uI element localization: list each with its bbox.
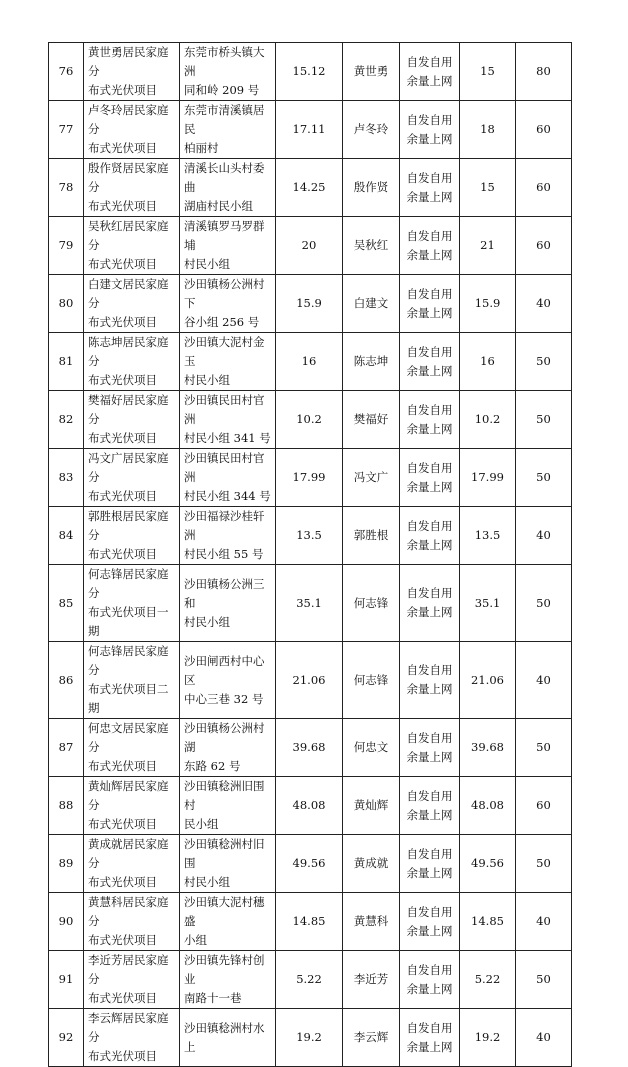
owner-name: 何志锋 <box>343 565 400 642</box>
grid-capacity: 18 <box>460 101 516 159</box>
table-row <box>49 333 572 391</box>
project-address-line: 东路 62 号 <box>184 759 241 773</box>
installed-capacity: 48.08 <box>276 777 343 835</box>
project-name <box>84 1009 180 1067</box>
grid-capacity: 48.08 <box>460 777 516 835</box>
grid-mode <box>400 43 460 101</box>
grid-capacity: 15 <box>460 43 516 101</box>
project-address-line: 清溪长山头村委曲 <box>184 161 265 194</box>
grid-capacity: 16 <box>460 333 516 391</box>
project-name-line: 李云辉居民家庭分 <box>88 1011 169 1044</box>
grid-mode-line: 自发自用 <box>406 663 453 677</box>
project-address <box>180 159 276 217</box>
project-name-line: 李近芳居民家庭分 <box>88 953 169 986</box>
grid-mode <box>400 391 460 449</box>
row-number: 91 <box>49 951 84 1009</box>
project-name-line: 樊福好居民家庭分 <box>88 393 169 426</box>
years-value: 40 <box>516 275 572 333</box>
project-name-line: 郭胜根居民家庭分 <box>88 509 169 542</box>
owner-name: 黄慧科 <box>343 893 400 951</box>
years-value: 50 <box>516 391 572 449</box>
grid-mode-line: 自发自用 <box>406 846 453 861</box>
row-number: 76 <box>49 43 84 101</box>
project-address-line: 中心三巷 32 号 <box>184 691 264 706</box>
project-name-line: 布式光伏项目 <box>88 257 157 271</box>
project-address-line: 民小组 <box>184 817 219 831</box>
grid-capacity: 5.22 <box>460 951 516 1009</box>
row-number: 80 <box>49 275 84 333</box>
owner-name: 李云辉 <box>343 1009 400 1067</box>
grid-mode-line: 自发自用 <box>406 54 453 69</box>
grid-mode-line: 自发自用 <box>406 228 453 243</box>
project-address-line: 沙田闸西村中心区 <box>184 653 265 687</box>
project-name-line: 白建文居民家庭分 <box>88 277 169 310</box>
row-number: 85 <box>49 565 84 642</box>
project-address-line: 沙田镇民田村官洲 <box>184 451 265 484</box>
installed-capacity: 35.1 <box>276 565 343 642</box>
grid-mode-line: 自发自用 <box>406 518 453 533</box>
owner-name: 黄成就 <box>343 835 400 893</box>
project-address <box>180 333 276 391</box>
table-row <box>49 101 572 159</box>
grid-mode <box>400 893 460 951</box>
project-address-line: 谷小组 256 号 <box>184 315 260 329</box>
project-address-line: 沙田镇杨公洲村下 <box>184 277 265 310</box>
project-name-line: 布式光伏项目一期 <box>88 605 169 638</box>
table-row <box>49 1009 572 1067</box>
project-name-line: 布式光伏项目 <box>88 141 157 155</box>
years-value: 50 <box>516 565 572 642</box>
project-table <box>48 42 572 1067</box>
project-name <box>84 893 180 951</box>
row-number: 84 <box>49 507 84 565</box>
project-address-line: 清溪镇罗马罗群埔 <box>184 219 265 252</box>
grid-mode-line: 余量上网 <box>406 537 453 552</box>
project-address-line: 沙田镇先锋村创业 <box>184 953 265 986</box>
years-value: 60 <box>516 101 572 159</box>
row-number: 81 <box>49 333 84 391</box>
grid-capacity: 14.85 <box>460 893 516 951</box>
table-row <box>49 507 572 565</box>
project-name-line: 何志锋居民家庭分 <box>88 644 169 677</box>
project-address-line: 小组 <box>184 933 207 947</box>
project-address-line: 沙田镇民田村官洲 <box>184 393 265 426</box>
grid-mode-line: 余量上网 <box>406 421 453 436</box>
owner-name: 何忠文 <box>343 719 400 777</box>
project-name-line: 布式光伏项目 <box>88 547 157 561</box>
years-value: 50 <box>516 333 572 391</box>
project-name-line: 布式光伏项目 <box>88 431 157 445</box>
installed-capacity: 14.25 <box>276 159 343 217</box>
grid-mode <box>400 507 460 565</box>
grid-mode <box>400 777 460 835</box>
project-address-line: 村民小组 <box>184 373 230 387</box>
project-address <box>180 777 276 835</box>
installed-capacity: 10.2 <box>276 391 343 449</box>
grid-mode <box>400 217 460 275</box>
project-address-line: 沙田镇杨公洲三和 <box>184 576 265 610</box>
row-number: 89 <box>49 835 84 893</box>
project-name <box>84 101 180 159</box>
row-number: 82 <box>49 391 84 449</box>
installed-capacity: 15.12 <box>276 43 343 101</box>
table-row <box>49 719 572 777</box>
project-name-line: 布式光伏项目 <box>88 875 157 889</box>
grid-mode-line: 余量上网 <box>406 247 453 262</box>
grid-capacity: 21.06 <box>460 642 516 719</box>
project-address <box>180 507 276 565</box>
owner-name: 殷作贤 <box>343 159 400 217</box>
owner-name: 吴秋红 <box>343 217 400 275</box>
grid-mode-line: 自发自用 <box>406 586 453 600</box>
project-name-line: 布式光伏项目 <box>88 83 157 97</box>
grid-mode-line: 余量上网 <box>406 923 453 938</box>
grid-mode-line: 自发自用 <box>406 170 453 185</box>
grid-mode-line: 自发自用 <box>406 904 453 919</box>
row-number: 86 <box>49 642 84 719</box>
years-value: 80 <box>516 43 572 101</box>
project-address-line: 村民小组 <box>184 257 230 271</box>
project-address-line: 沙田镇大泥村穗盛 <box>184 895 265 928</box>
installed-capacity: 16 <box>276 333 343 391</box>
installed-capacity: 39.68 <box>276 719 343 777</box>
grid-mode-line: 自发自用 <box>406 344 453 359</box>
project-name <box>84 507 180 565</box>
grid-mode <box>400 449 460 507</box>
project-address-line: 南路十一巷 <box>184 991 242 1005</box>
project-name-line: 布式光伏项目 <box>88 991 157 1005</box>
years-value: 50 <box>516 951 572 1009</box>
installed-capacity: 21.06 <box>276 642 343 719</box>
installed-capacity: 49.56 <box>276 835 343 893</box>
grid-capacity: 10.2 <box>460 391 516 449</box>
owner-name: 黄世勇 <box>343 43 400 101</box>
grid-mode-line: 自发自用 <box>406 788 453 803</box>
project-name-line: 布式光伏项目 <box>88 199 157 213</box>
project-name <box>84 159 180 217</box>
project-address-line: 同和岭 209 号 <box>184 83 260 97</box>
owner-name: 樊福好 <box>343 391 400 449</box>
grid-mode <box>400 951 460 1009</box>
project-address-line: 沙田镇稔洲村水上 <box>184 1020 265 1054</box>
table-row <box>49 642 572 719</box>
grid-mode-line: 自发自用 <box>406 1020 453 1035</box>
project-name <box>84 217 180 275</box>
owner-name: 黄灿辉 <box>343 777 400 835</box>
project-address-line: 沙田福禄沙桂轩洲 <box>184 509 265 542</box>
table-row <box>49 835 572 893</box>
grid-capacity: 15 <box>460 159 516 217</box>
grid-mode-line: 自发自用 <box>406 962 453 977</box>
grid-mode-line: 余量上网 <box>406 865 453 880</box>
owner-name: 冯文广 <box>343 449 400 507</box>
years-value: 60 <box>516 217 572 275</box>
grid-mode-line: 自发自用 <box>406 402 453 417</box>
project-address <box>180 43 276 101</box>
owner-name: 郭胜根 <box>343 507 400 565</box>
project-name-line: 布式光伏项目二期 <box>88 682 169 715</box>
grid-capacity: 13.5 <box>460 507 516 565</box>
project-address <box>180 217 276 275</box>
project-address-line: 沙田镇杨公洲村湖 <box>184 721 265 754</box>
project-name-line: 布式光伏项目 <box>88 373 157 387</box>
project-address-line: 村民小组 <box>184 614 230 629</box>
project-name <box>84 275 180 333</box>
table-row <box>49 275 572 333</box>
years-value: 60 <box>516 159 572 217</box>
project-name <box>84 777 180 835</box>
project-name-line: 布式光伏项目 <box>88 489 157 503</box>
project-address <box>180 1009 276 1067</box>
grid-mode <box>400 101 460 159</box>
project-address <box>180 719 276 777</box>
project-address <box>180 835 276 893</box>
grid-mode <box>400 835 460 893</box>
project-name-line: 黄世勇居民家庭分 <box>88 45 169 78</box>
project-name <box>84 449 180 507</box>
installed-capacity: 17.99 <box>276 449 343 507</box>
project-name <box>84 642 180 719</box>
project-name-line: 布式光伏项目 <box>88 817 157 831</box>
grid-mode <box>400 275 460 333</box>
project-name <box>84 565 180 642</box>
years-value: 50 <box>516 449 572 507</box>
row-number: 83 <box>49 449 84 507</box>
grid-mode <box>400 1009 460 1067</box>
row-number: 77 <box>49 101 84 159</box>
table-row <box>49 43 572 101</box>
grid-mode <box>400 565 460 642</box>
table-row <box>49 391 572 449</box>
grid-mode-line: 余量上网 <box>406 189 453 204</box>
grid-capacity: 39.68 <box>460 719 516 777</box>
project-name-line: 陈志坤居民家庭分 <box>88 335 169 368</box>
years-value: 40 <box>516 507 572 565</box>
grid-capacity: 17.99 <box>460 449 516 507</box>
project-name <box>84 391 180 449</box>
table-row <box>49 159 572 217</box>
grid-mode-line: 余量上网 <box>406 479 453 494</box>
project-name <box>84 951 180 1009</box>
grid-mode-line: 余量上网 <box>406 605 453 619</box>
project-address <box>180 275 276 333</box>
grid-mode <box>400 333 460 391</box>
project-address-line: 沙田镇稔洲村旧围 <box>184 837 265 870</box>
project-name-line: 布式光伏项目 <box>88 759 157 773</box>
installed-capacity: 14.85 <box>276 893 343 951</box>
row-number: 92 <box>49 1009 84 1067</box>
installed-capacity: 13.5 <box>276 507 343 565</box>
project-address <box>180 951 276 1009</box>
row-number: 79 <box>49 217 84 275</box>
years-value: 50 <box>516 719 572 777</box>
project-name-line: 布式光伏项目 <box>88 1049 157 1063</box>
installed-capacity: 5.22 <box>276 951 343 1009</box>
grid-capacity: 35.1 <box>460 565 516 642</box>
project-address-line: 柏丽村 <box>184 141 219 155</box>
project-name <box>84 835 180 893</box>
table-row <box>49 777 572 835</box>
row-number: 90 <box>49 893 84 951</box>
installed-capacity: 19.2 <box>276 1009 343 1067</box>
years-value: 40 <box>516 642 572 719</box>
project-address-line: 东莞市清溪镇居民 <box>184 103 265 136</box>
grid-mode-line: 余量上网 <box>406 807 453 822</box>
project-address <box>180 642 276 719</box>
project-address-line: 沙田镇稔洲旧围村 <box>184 779 265 812</box>
table-row <box>49 893 572 951</box>
grid-mode-line: 余量上网 <box>406 131 453 146</box>
owner-name: 李近芳 <box>343 951 400 1009</box>
owner-name: 陈志坤 <box>343 333 400 391</box>
owner-name: 何志锋 <box>343 642 400 719</box>
project-name-line: 黄成就居民家庭分 <box>88 837 169 870</box>
table-row <box>49 565 572 642</box>
project-name-line: 黄灿辉居民家庭分 <box>88 779 169 812</box>
project-address-line: 村民小组 <box>184 875 230 889</box>
project-name-line: 卢冬玲居民家庭分 <box>88 103 169 136</box>
project-name-line: 布式光伏项目 <box>88 933 157 947</box>
grid-capacity: 21 <box>460 217 516 275</box>
grid-mode-line: 自发自用 <box>406 460 453 475</box>
project-address-line: 东莞市桥头镇大洲 <box>184 45 265 78</box>
grid-mode-line: 自发自用 <box>406 286 453 301</box>
table-body <box>49 43 572 1067</box>
grid-mode <box>400 159 460 217</box>
project-address-line: 村民小组 344 号 <box>184 489 271 503</box>
project-address <box>180 449 276 507</box>
owner-name: 白建文 <box>343 275 400 333</box>
grid-mode-line: 余量上网 <box>406 981 453 996</box>
project-name-line: 何忠文居民家庭分 <box>88 721 169 754</box>
grid-capacity: 49.56 <box>460 835 516 893</box>
grid-mode-line: 余量上网 <box>406 682 453 696</box>
project-address <box>180 893 276 951</box>
project-name-line: 何志锋居民家庭分 <box>88 567 169 600</box>
project-address <box>180 101 276 159</box>
grid-mode-line: 自发自用 <box>406 112 453 127</box>
grid-mode <box>400 642 460 719</box>
installed-capacity: 17.11 <box>276 101 343 159</box>
project-name-line: 黄慧科居民家庭分 <box>88 895 169 928</box>
project-address-line: 沙田镇大泥村金玉 <box>184 335 265 368</box>
project-name-line: 吴秋红居民家庭分 <box>88 219 169 252</box>
grid-mode-line: 余量上网 <box>406 749 453 764</box>
row-number: 78 <box>49 159 84 217</box>
grid-mode-line: 余量上网 <box>406 1039 453 1054</box>
owner-name: 卢冬玲 <box>343 101 400 159</box>
project-name-line: 冯文广居民家庭分 <box>88 451 169 484</box>
installed-capacity: 15.9 <box>276 275 343 333</box>
grid-mode <box>400 719 460 777</box>
project-address-line: 村民小组 55 号 <box>184 547 264 561</box>
project-address-line: 村民小组 341 号 <box>184 431 271 445</box>
project-name <box>84 333 180 391</box>
table-row <box>49 217 572 275</box>
project-address-line: 湖庙村民小组 <box>184 199 253 213</box>
years-value: 40 <box>516 893 572 951</box>
table-row <box>49 449 572 507</box>
project-address <box>180 391 276 449</box>
years-value: 40 <box>516 1009 572 1067</box>
years-value: 50 <box>516 835 572 893</box>
grid-capacity: 19.2 <box>460 1009 516 1067</box>
grid-mode-line: 余量上网 <box>406 305 453 320</box>
grid-mode-line: 自发自用 <box>406 730 453 745</box>
project-name-line: 殷作贤居民家庭分 <box>88 161 169 194</box>
table-row <box>49 951 572 1009</box>
project-address <box>180 565 276 642</box>
project-name-line: 布式光伏项目 <box>88 315 157 329</box>
installed-capacity: 20 <box>276 217 343 275</box>
project-name <box>84 43 180 101</box>
years-value: 60 <box>516 777 572 835</box>
project-name <box>84 719 180 777</box>
grid-capacity: 15.9 <box>460 275 516 333</box>
grid-mode-line: 余量上网 <box>406 73 453 88</box>
row-number: 88 <box>49 777 84 835</box>
row-number: 87 <box>49 719 84 777</box>
grid-mode-line: 余量上网 <box>406 363 453 378</box>
